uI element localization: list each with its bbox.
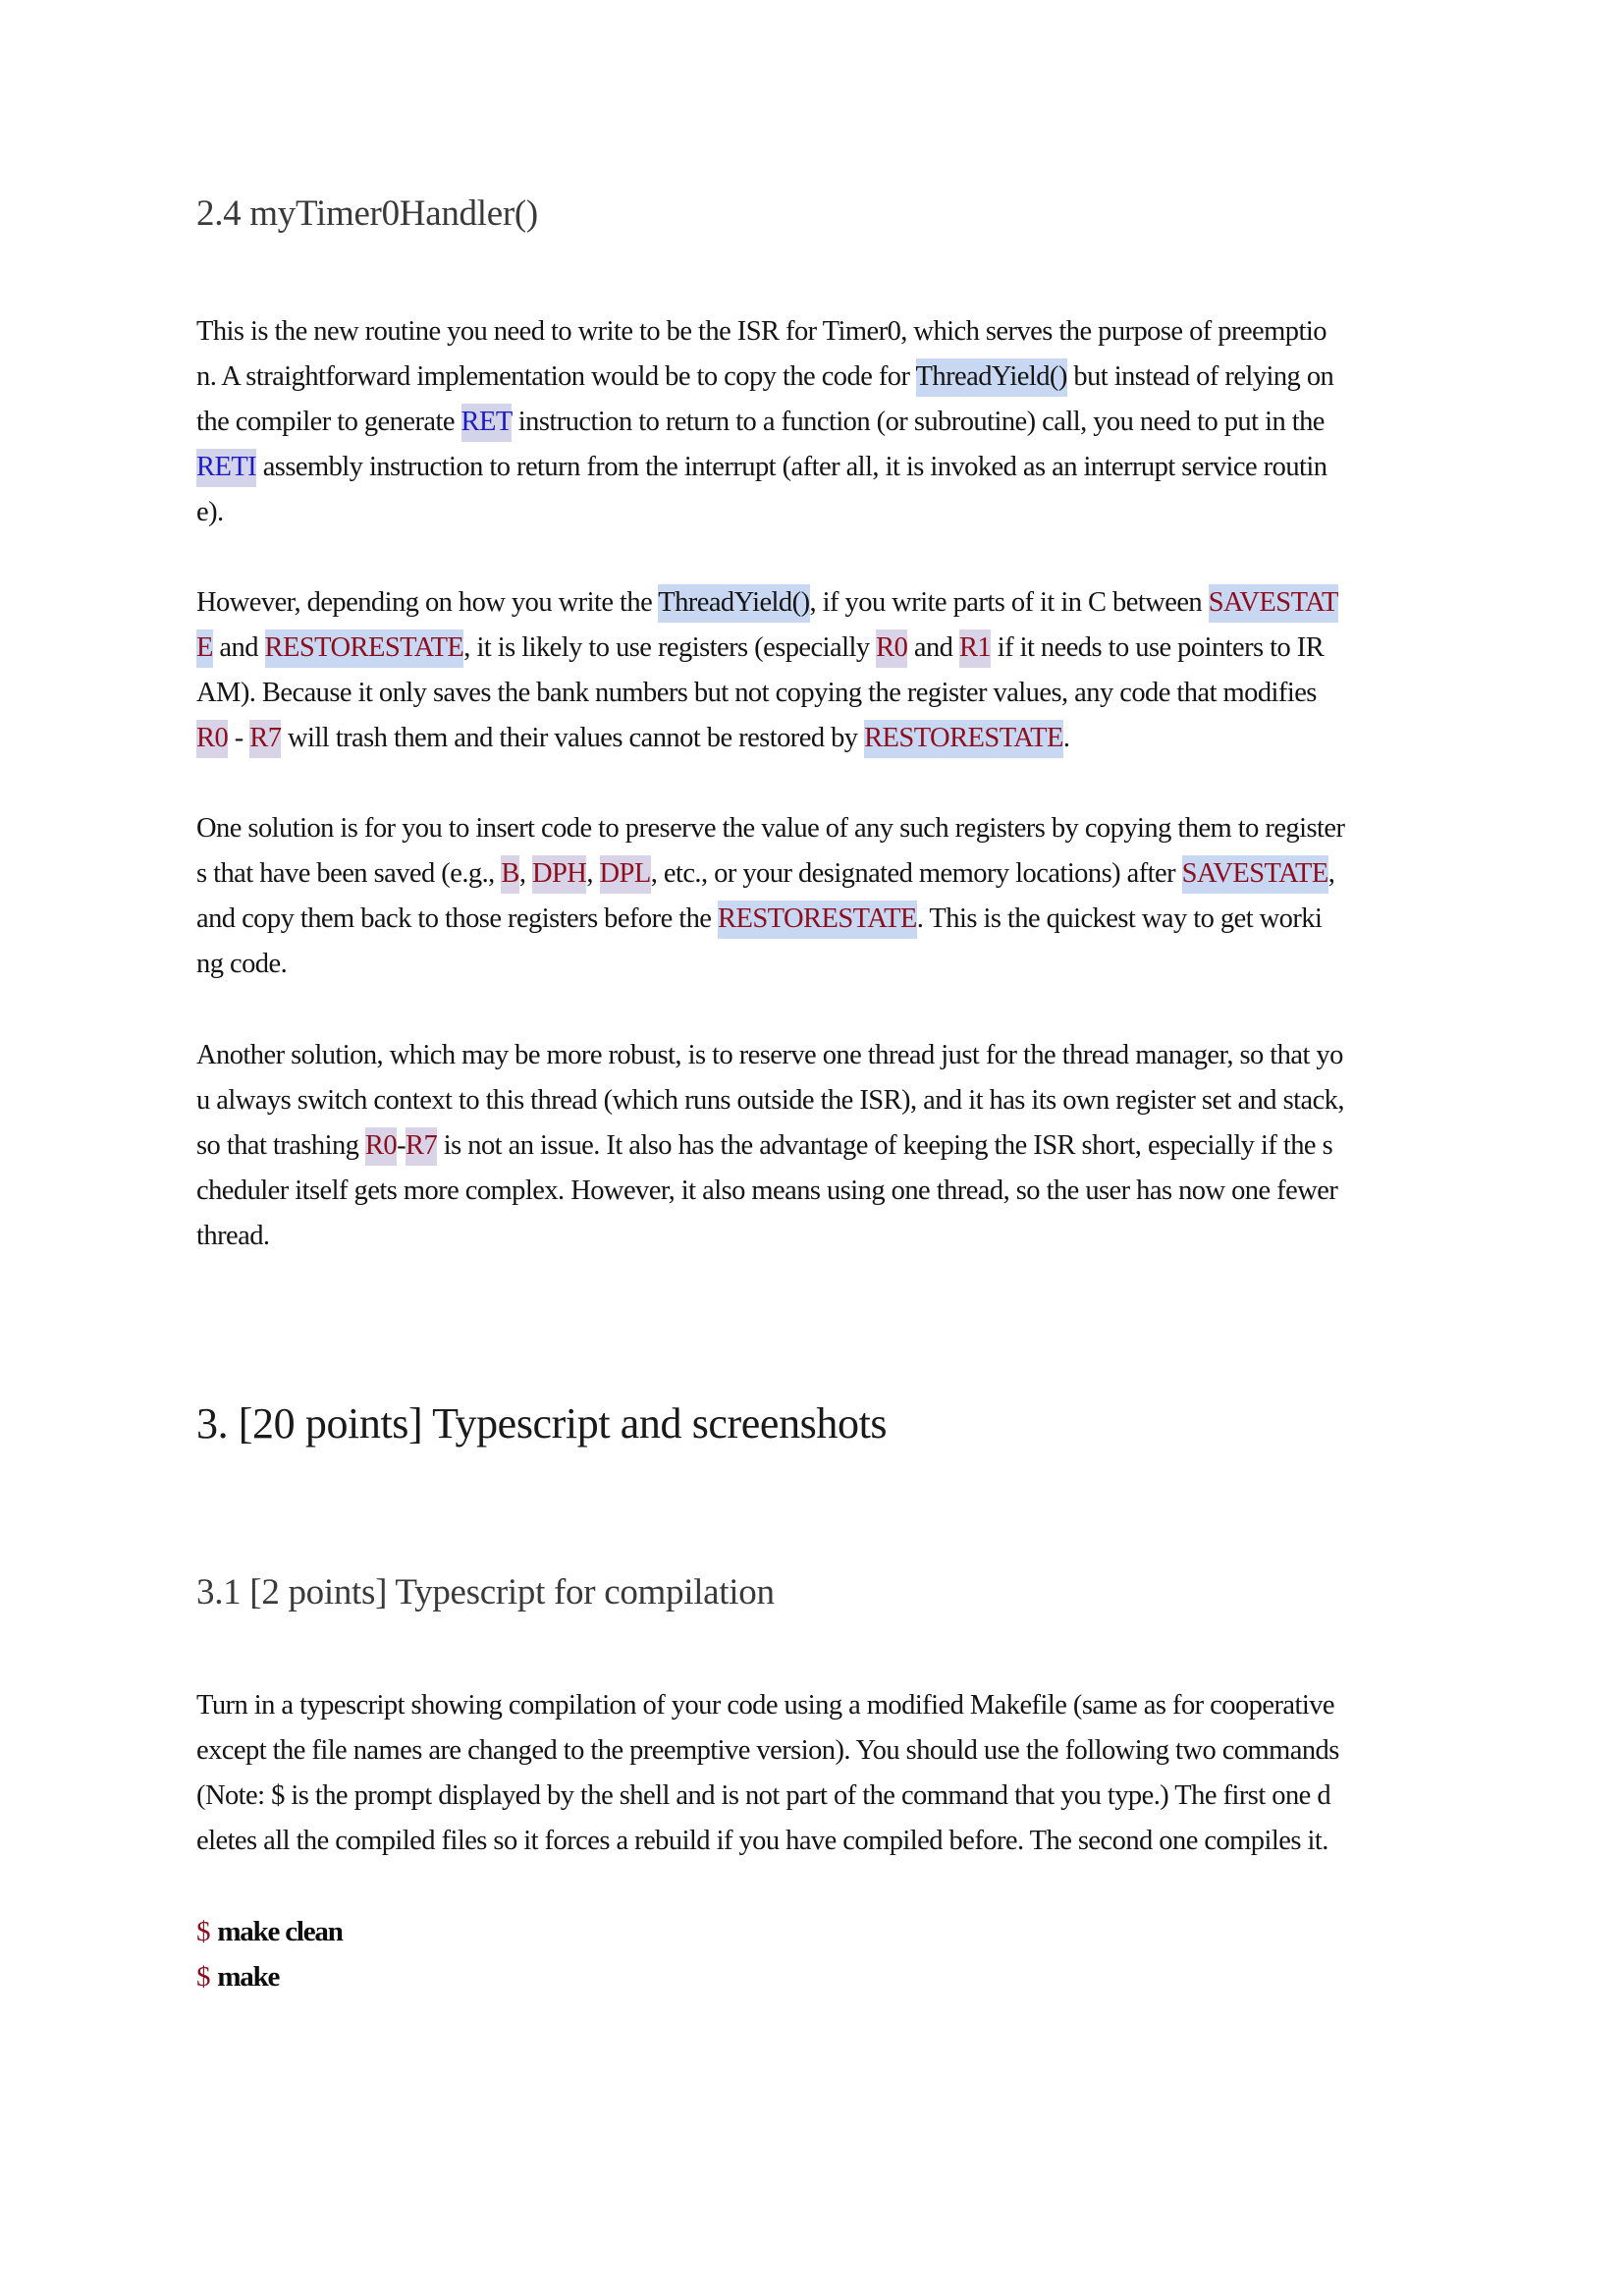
paragraph-isr-intro [196, 309, 1443, 535]
section-heading-2-4: 2.4 myTimer0Handler() [196, 193, 538, 234]
text-run: is not an issue. It also has the advantage of keeping the ISR short, especially if the s [437, 1130, 1333, 1161]
text-run: , [1327, 858, 1335, 889]
text-line [196, 1033, 1443, 1078]
text-run: Another solution, which may be more robust, is to reserve one thread just for the thread manager, so that yo [196, 1040, 1343, 1070]
text-run: , [586, 858, 600, 889]
highlighted-register-name: R7 [406, 1127, 437, 1166]
highlighted-assembly-instruction: RETI [196, 449, 256, 487]
text-line [196, 580, 1443, 626]
text-line [196, 1728, 1443, 1774]
highlighted-macro-name: SAVESTATE [1182, 855, 1328, 894]
text-run: , if you write parts of it in C between [809, 587, 1209, 618]
text-line [196, 1819, 1443, 1864]
text-run: and [212, 632, 265, 663]
text-run: and [907, 632, 959, 663]
text-line [196, 806, 1443, 851]
text-line [196, 897, 1443, 942]
text-run: This is the new routine you need to write to be the ISR for Timer0, which serves the purpose of preemptio [196, 316, 1326, 347]
command-line [196, 1954, 1443, 1999]
text-line [196, 445, 1443, 490]
text-run: instruction to return to a function (or subroutine) call, you need to put in the [512, 407, 1325, 437]
text-line [196, 1169, 1443, 1214]
highlighted-register-name: R1 [959, 629, 991, 668]
text-line [196, 716, 1443, 761]
text-run: cheduler itself gets more complex. However, it also means using one thread, so the user has now one fewer [196, 1175, 1338, 1206]
highlighted-macro-name: RESTORESTATE [265, 629, 464, 668]
text-line [196, 400, 1443, 445]
paragraph-typescript-compilation [196, 1683, 1443, 1864]
text-run: , it is likely to use registers (especially [463, 632, 877, 663]
highlighted-macro-name: RESTORESTATE [864, 720, 1063, 758]
text-run: but instead of relying on [1066, 361, 1334, 392]
text-run: , [518, 858, 532, 889]
text-run: eletes all the compiled files so it forces a rebuild if you have compiled before. The second one compiles it. [196, 1826, 1328, 1856]
command-line [196, 1909, 1443, 1954]
highlighted-assembly-instruction: RET [461, 404, 513, 442]
text-line [196, 942, 1443, 987]
highlighted-register-name: R0 [196, 720, 228, 758]
text-run: - [228, 723, 250, 753]
shell-commands [196, 1909, 1443, 1999]
text-line [196, 1774, 1443, 1819]
text-line [196, 309, 1443, 355]
shell-prompt: $ [196, 1916, 210, 1947]
highlighted-register-name: R0 [876, 629, 907, 668]
text-run: AM). Because it only saves the bank numbers but not copying the register values, any code that modifies [196, 678, 1317, 708]
highlighted-macro-name: RESTORESTATE [718, 901, 917, 939]
text-run: will trash them and their values cannot be restored by [281, 723, 865, 753]
text-line [196, 490, 1443, 535]
highlighted-register-name: B [501, 855, 518, 894]
text-run: . This is the quickest way to get worki [916, 903, 1323, 934]
highlighted-macro-name: SAVESTAT [1209, 584, 1338, 623]
text-line [196, 355, 1443, 400]
highlighted-register-name: R0 [365, 1127, 397, 1166]
text-line [196, 1683, 1443, 1728]
text-line [196, 851, 1443, 897]
text-run: if it needs to use pointers to IR [991, 632, 1325, 663]
highlighted-function-name: ThreadYield() [658, 584, 809, 623]
text-line [196, 626, 1443, 671]
text-run: . [1062, 723, 1070, 753]
text-run: - [397, 1130, 406, 1161]
text-run: thread. [196, 1221, 270, 1251]
text-run: e). [196, 497, 224, 527]
command-text: make [217, 1961, 280, 1993]
text-run: assembly instruction to return from the interrupt (after all, it is invoked as an interrupt service routin [256, 452, 1327, 482]
text-line [196, 1078, 1443, 1123]
highlighted-macro-name: E [196, 629, 213, 668]
text-run: n. A straightforward implementation would be to copy the code for [196, 361, 916, 392]
text-run: and copy them back to those registers before the [196, 903, 718, 934]
text-run: s that have been saved (e.g., [196, 858, 502, 889]
text-run: Turn in a typescript showing compilation of your code using a modified Makefile (same as for cooperative [196, 1690, 1335, 1721]
text-run: (Note: $ is the prompt displayed by the shell and is not part of the command that you type.) The first one d [196, 1780, 1331, 1811]
highlighted-register-name: DPL [600, 855, 651, 894]
text-line [196, 671, 1443, 716]
shell-prompt: $ [196, 1961, 210, 1993]
text-line [196, 1214, 1443, 1259]
command-text: make clean [217, 1916, 343, 1947]
text-run: except the file names are changed to the preemptive version). You should use the following two commands [196, 1735, 1339, 1766]
text-run: ng code. [196, 949, 288, 979]
section-heading-3-1: 3.1 [2 points] Typescript for compilation [196, 1572, 775, 1613]
text-run: , etc., or your designated memory locations) after [650, 858, 1182, 889]
paragraph-threadyield-registers [196, 580, 1443, 761]
text-line [196, 1123, 1443, 1169]
highlighted-register-name: R7 [249, 720, 281, 758]
paragraph-thread-manager [196, 1033, 1443, 1259]
text-run: the compiler to generate [196, 407, 461, 437]
section-heading-3: 3. [20 points] Typescript and screenshots [196, 1399, 888, 1448]
text-run: u always switch context to this thread (which runs outside the ISR), and it has its own register set and stack, [196, 1085, 1344, 1116]
paragraph-preserve-registers [196, 806, 1443, 987]
highlighted-function-name: ThreadYield() [916, 358, 1067, 397]
text-run: However, depending on how you write the [196, 587, 659, 618]
text-run: One solution is for you to insert code to preserve the value of any such registers by copying them to register [196, 813, 1345, 844]
highlighted-register-name: DPH [532, 855, 586, 894]
text-run: so that trashing [196, 1130, 365, 1161]
